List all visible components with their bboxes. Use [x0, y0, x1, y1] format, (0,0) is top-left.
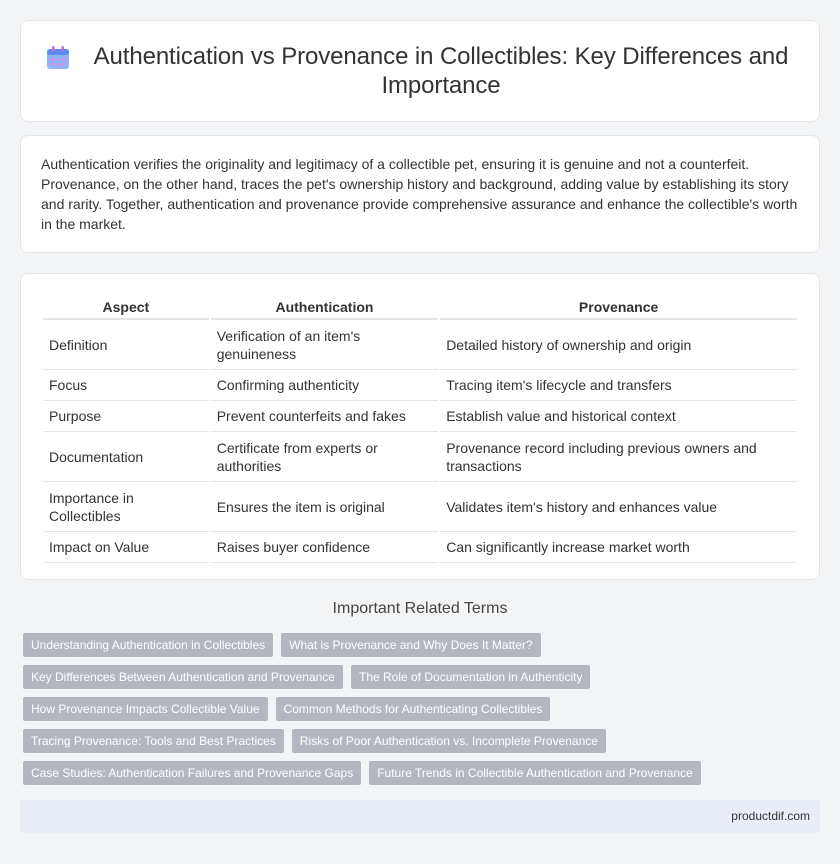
table-cell: Focus	[43, 370, 209, 401]
table-row	[43, 370, 797, 401]
table-cell: Purpose	[43, 401, 209, 432]
table-cell: Importance in Collectibles	[43, 482, 209, 532]
table-cell: Tracing item's lifecycle and transfers	[440, 370, 797, 401]
table-header-row	[43, 294, 797, 320]
related-term-link[interactable]: Key Differences Between Authentication and Provenance	[23, 665, 343, 689]
site-credit[interactable]: productdif.com	[731, 809, 810, 823]
header-card	[20, 20, 820, 122]
intro-paragraph: Authentication verifies the originality and legitimacy of a collectible pet, ensuring it is genuine and not a counterfeit. Provenance, on the other hand, traces the pet's ownership history and background, adding value by establishing its story and rarity. Together, authentication and provenance provide comprehensive assurance and enhance the collectible's worth in the market.	[41, 156, 798, 232]
table-cell: Establish value and historical context	[440, 401, 797, 432]
table-row	[43, 532, 797, 563]
page-title: Authentication vs Provenance in Collectibles: Key Differences and Importance	[93, 43, 789, 99]
related-term-link[interactable]: Common Methods for Authenticating Collectibles	[276, 697, 551, 721]
related-term-link[interactable]: Tracing Provenance: Tools and Best Practices	[23, 729, 284, 753]
table-row	[43, 401, 797, 432]
table-cell: Prevent counterfeits and fakes	[211, 401, 438, 432]
column-header: Provenance	[440, 294, 797, 320]
table-row	[43, 320, 797, 370]
table-cell: Validates item's history and enhances value	[440, 482, 797, 532]
table-cell: Verification of an item's genuineness	[211, 320, 438, 370]
related-term-link[interactable]: Case Studies: Authentication Failures and Provenance Gaps	[23, 761, 361, 785]
calendar-icon	[45, 45, 71, 71]
table-cell: Confirming authenticity	[211, 370, 438, 401]
table-cell: Ensures the item is original	[211, 482, 438, 532]
table-cell: Provenance record including previous owners and transactions	[440, 432, 797, 482]
table-cell: Can significantly increase market worth	[440, 532, 797, 563]
comparison-card	[20, 273, 820, 580]
table-cell: Detailed history of ownership and origin	[440, 320, 797, 370]
column-header: Authentication	[211, 294, 438, 320]
table-cell: Definition	[43, 320, 209, 370]
comparison-table	[41, 294, 799, 563]
table-cell: Certificate from experts or authorities	[211, 432, 438, 482]
column-header: Aspect	[43, 294, 209, 320]
intro-card	[20, 135, 820, 253]
table-cell: Raises buyer confidence	[211, 532, 438, 563]
table-cell: Documentation	[43, 432, 209, 482]
related-terms-heading: Important Related Terms	[332, 600, 508, 617]
related-term-link[interactable]: What is Provenance and Why Does It Matter?	[281, 633, 540, 657]
related-term-link[interactable]: Understanding Authentication in Collectibles	[23, 633, 273, 657]
table-row	[43, 482, 797, 532]
footer-bar	[20, 800, 820, 833]
related-term-link[interactable]: Future Trends in Collectible Authentication and Provenance	[369, 761, 701, 785]
related-term-link[interactable]: How Provenance Impacts Collectible Value	[23, 697, 268, 721]
related-terms-list	[23, 633, 803, 793]
related-term-link[interactable]: The Role of Documentation in Authenticity	[351, 665, 590, 689]
related-term-link[interactable]: Risks of Poor Authentication vs. Incomplete Provenance	[292, 729, 606, 753]
table-cell: Impact on Value	[43, 532, 209, 563]
table-row	[43, 432, 797, 482]
